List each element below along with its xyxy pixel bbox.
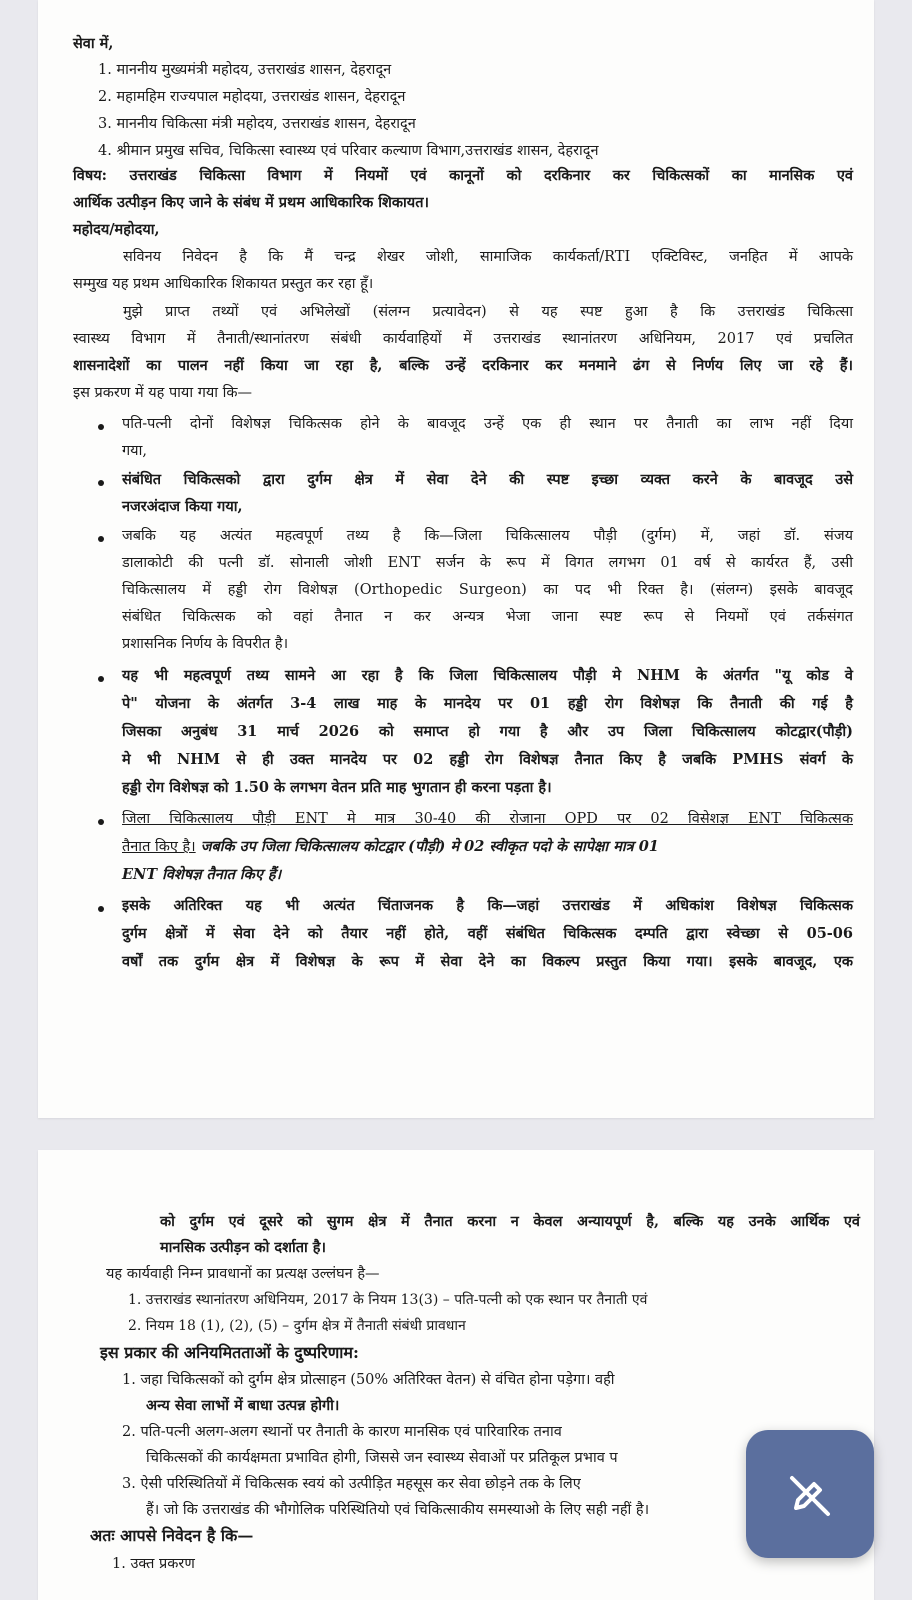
para2-line-3: शासनादेशों का पालन नहीं किया जा रहा है, बल्कि उन्हें दरकिनार कर मनमाने ढंग से निर्णय लिए जा रहे हैं। [73,357,853,374]
para1-line-1: सविनय निवेदन है कि मैं चन्द्र शेखर जोशी, सामाजिक कार्यकर्ता/RTI एक्टिविस्ट, जनहित में आपके [123,249,853,265]
bullet-2-line-2: नजरअंदाज किया गया, [122,498,243,515]
request-heading: अतः आपसे निवेदन है कि— [90,1526,254,1545]
consequence-2-line-1: 2. पति-पत्नी अलग-अलग स्थानों पर तैनाती के कारण मानसिक एवं पारिवारिक तनाव [122,1424,562,1440]
recipient-2: 2. महामहिम राज्यपाल महोदया, उत्तराखंड शासन, देहरादून [98,89,406,105]
violation-1: 1. उत्तराखंड स्थानांतरण अधिनियम, 2017 के नियम 13(3) – पति-पत्नी को एक स्थान पर तैनाती एवं [128,1292,648,1308]
subject-line-2: आर्थिक उत्पीड़न किए जाने के संबंध में प्रथम आधिकारिक शिकायत। [73,194,429,211]
bullet-4-line-5: हड्डी रोग विशेषज्ञ को 1.50 के लगभग वेतन प्रति माह भुगतान ही करना पड़ता है। [122,779,552,796]
recipient-4: 4. श्रीमान प्रमुख सचिव, चिकित्सा स्वास्थ्य एवं परिवार कल्याण विभाग,उत्तराखंड शासन, देहरादून [98,143,599,159]
bullet-6-line-2: दुर्गम क्षेत्रों में सेवा देने को तैयार नहीं होते, वहीं संबंधित चिकित्सक दम्पति द्वारा स्वेच्छा से 05-06 [122,925,853,942]
consequence-1-line-2: अन्य सेवा लाभों में बाधा उत्पन्न होगी। [146,1397,340,1414]
bullet-3 [98,536,104,542]
para1-line-2: सम्मुख यह प्रथम आधिकारिक शिकायत प्रस्तुत कर रहा हूँ। [73,276,374,292]
bullet-6-line-3: वर्षों तक दुर्गम क्षेत्र में विशेषज्ञ के रूप में सेवा देने का विकल्प प्रस्तुत किया गया। इसके बावजूद, एक [122,953,853,970]
bullet-4-line-1: यह भी महत्वपूर्ण तथ्य सामने आ रहा है कि जिला चिकित्सालय पौड़ी मे NHM के अंतर्गत "यू कोड वे [122,667,853,684]
bullet-6-line-1: इसके अतिरिक्त यह भी अत्यंत चिंताजनक है कि—जहां उत्तराखंड में अधिकांश विशेषज्ञ चिकित्सक [122,897,853,914]
bullet-5-line-3: ENT विशेषज्ञ तैनात किए हैं। [122,866,282,883]
bullet-3-line-1: जबकि यह अत्यंत महत्वपूर्ण तथ्य है कि—जिला चिकित्सालय पौड़ी (दुर्गम) में, जहां डॉ. संजय [122,528,853,544]
consequence-1-line-1: 1. जहा चिकित्सकों को दुर्गम क्षेत्र प्रोत्साहन (50% अतिरिक्त वेतन) से वंचित होना पड़ेगा। वही [122,1372,615,1388]
subject-line-1: विषय: उत्तराखंड चिकित्सा विभाग में नियमों एवं कानूनों को दरकिनार कर चिकित्सकों का मानसिक एवं [73,167,853,184]
bullet-4-line-2: पे" योजना के अंतर्गत 3-4 लाख माह के मानदेय पर 01 हड्डी रोग विशेषज्ञ कि तैनाती की गई है [122,695,853,712]
continuation-line-2: मानसिक उत्पीड़न को दर्शाता है। [160,1239,327,1256]
bullet-4-line-4: मे भी NHM से ही उक्त मानदेय पर 02 हड्डी रोग विशेषज्ञ तैनात किए है जबकि PMHS संवर्ग के [122,751,853,768]
bullet-1 [98,424,104,430]
para2-line-1: मुझे प्राप्त तथ्यों एवं अभिलेखों (संलग्न प्रत्यावेदन) से यह स्पष्ट हुआ है कि उत्तराखंड चिकित्सा [123,304,853,320]
continuation-line-1: को दुर्गम एवं दूसरे को सुगम क्षेत्र में तैनात करना न केवल अन्यायपूर्ण है, बल्कि यह उनके आर्थिक एवं [160,1213,860,1230]
consequence-3-line-1: 3. ऐसी परिस्थितियों में चिकित्सक स्वयं को उत्पीड़ित महसूस कर सेवा छोड़ने तक के लिए [122,1476,581,1492]
salutation: सेवा में, [73,35,114,52]
bullet-3-line-5: प्रशासनिक निर्णय के विपरीत है। [122,636,289,652]
bullet-3-line-3: चिकित्सालय में हड्डी रोग विशेषज्ञ (Orthopedic Surgeon) का पद भी रिक्त है। (संलग्न) इसके बावजूद [122,582,853,598]
para2-line-4: इस प्रकरण में यह पाया गया कि— [73,385,253,401]
bullet-5 [98,819,104,825]
consequence-2-line-2: चिकित्सकों की कार्यक्षमता प्रभावित होगी, जिससे जन स्वास्थ्य सेवाओं पर प्रतिकूल प्रभाव प [146,1450,618,1466]
edit-annotate-button[interactable] [746,1430,874,1558]
bullet-6 [98,906,104,912]
bullet-2 [98,480,104,486]
addressee: महोदय/महोदया, [73,221,160,238]
bullet-5-line-2 [122,837,659,857]
bullet-1-line-1: पति-पत्नी दोनों विशेषज्ञ चिकित्सक होने के बावजूद उन्हें एक ही स्थान पर तैनाती का लाभ नहीं दिया [122,416,853,432]
violation-intro: यह कार्यवाही निम्न प्रावधानों का प्रत्यक्ष उल्लंघन है— [106,1266,380,1282]
consequence-3-line-2: हैं। जो कि उत्तराखंड की भौगोलिक परिस्थितियो एवं चिकित्साकीय समस्याओ के लिए सही नहीं है। [146,1502,650,1518]
bullet-4 [98,676,104,682]
request-1: 1. उक्त प्रकरण [112,1556,195,1572]
bullet-5-line-2b: जबकि उप जिला चिकित्सालय कोटद्वार (पौड़ी) मे 02 स्वीकृत पदो के सापेक्षा मात्र 01 [195,838,659,855]
bullet-2-line-1: संबंधित चिकित्सको द्वारा दुर्गम क्षेत्र में सेवा देने की स्पष्ट इच्छा व्यक्त करने के बावजूद उसे [122,471,853,488]
consequences-heading: इस प्रकार की अनियमितताओं के दुष्परिणाम: [100,1343,359,1362]
violation-2: 2. नियम 18 (1), (2), (5) – दुर्गम क्षेत्र में तैनाती संबंधी प्रावधान [128,1318,466,1334]
bullet-4-line-3: जिसका अनुबंध 31 मार्च 2026 को समाप्त हो गया है और उप जिला चिकित्सालय कोटद्वार(पौड़ी) [122,723,853,740]
pen-slash-icon [780,1464,840,1524]
para2-line-2: स्वास्थ्य विभाग में तैनाती/स्थानांतरण संबंधी कार्यवाहियों में उत्तराखंड स्थानांतरण अधिनियम, 2017 एवं प्रचलित [73,331,853,347]
bullet-1-line-2: गया, [122,443,147,459]
recipient-3: 3. माननीय चिकित्सा मंत्री महोदय, उत्तराखंड शासन, देहरादून [98,116,416,132]
bullet-3-line-2: डालाकोटी की पत्नी डॉ. सोनाली जोशी ENT सर्जन के रूप में विगत लगभग 01 वर्ष से कार्यरत हैं, उसी [122,555,853,571]
recipient-1: 1. माननीय मुख्यमंत्री महोदय, उत्तराखंड शासन, देहरादून [98,62,392,78]
bullet-5-line-1: जिला चिकित्सालय पौड़ी ENT मे मात्र 30-40 की रोजाना OPD पर 02 विसेशज्ञ ENT चिकित्सक [122,811,853,827]
bullet-3-line-4: संबंधित चिकित्सक को वहां तैनात न कर अन्यत्र भेजा जाना स्पष्ट रूप से नियमों एवं तर्कसंगत [122,609,853,625]
document-page-1 [38,0,874,1118]
bullet-5-line-2a: तैनात किए है। [122,839,196,855]
